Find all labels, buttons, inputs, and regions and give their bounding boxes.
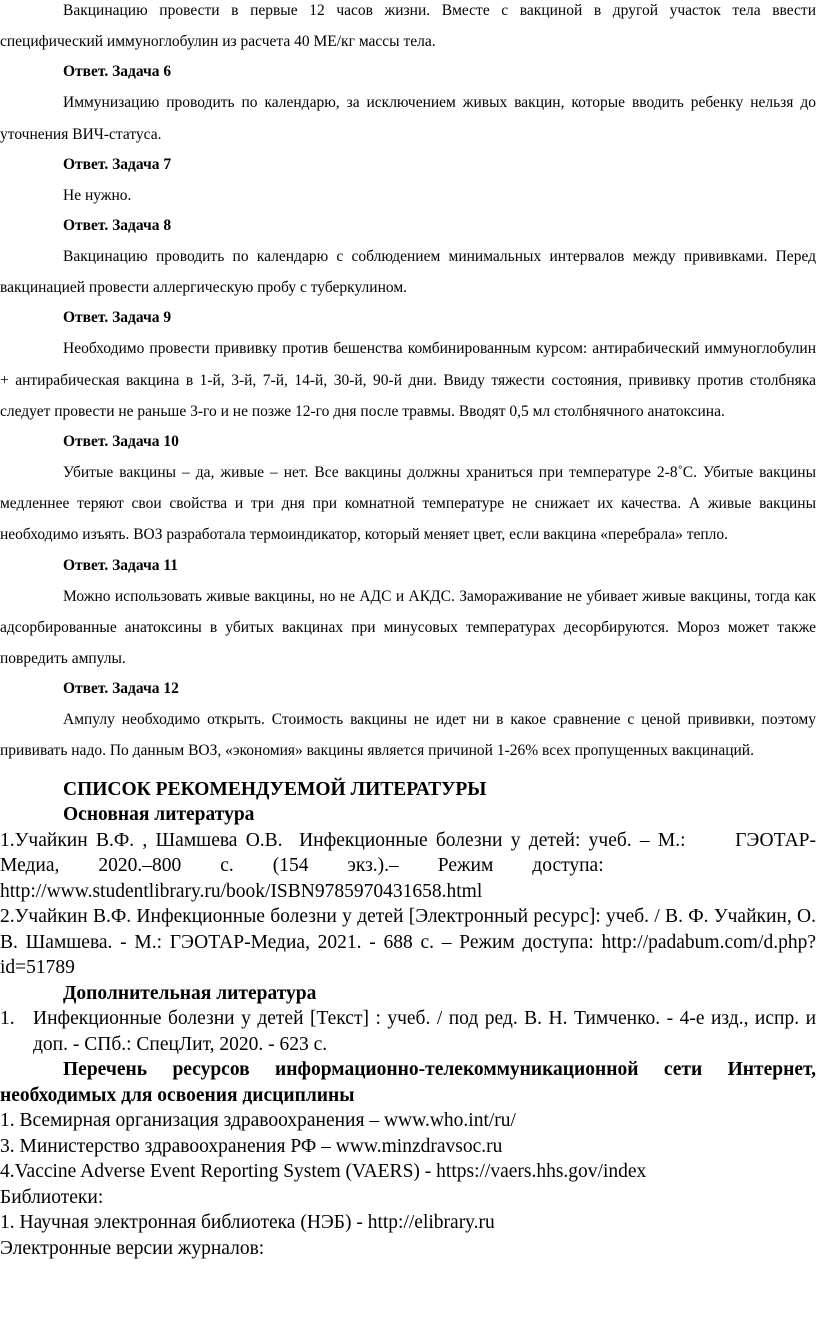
library-elibrary: 1. Научная электронная библиотека (НЭБ) - http://elibrary.ru bbox=[0, 1212, 495, 1234]
answer-6-text: Иммунизацию проводить по календарю, за исключением живых вакцин, которые вводить ребенку нельзя до уточнения ВИЧ-статуса. bbox=[0, 94, 816, 143]
task5-text-line2: специфический иммуноглобулин из расчета 40 МЕ/кг массы тела. bbox=[0, 33, 436, 51]
extra-literature-heading: Дополнительная литература bbox=[63, 982, 317, 1004]
extra-literature-item-1-text: Инфекционные болезни у детей [Текст] : учеб. / под ред. В. Н. Тимченко. - 4-е изд., испр. и доп. - СПб.: СпецЛит, 2020. - 623 с. bbox=[33, 1008, 816, 1055]
internet-resource-vaers: 4.Vaccine Adverse Event Reporting System (VAERS) - https://vaers.hhs.gov/index bbox=[0, 1161, 647, 1183]
main-literature-item-1-line3: http://www.studentlibrary.ru/book/ISBN9785970431658.html bbox=[0, 880, 483, 902]
answer-11-text: Можно использовать живые вакцины, но не АДС и АКДС. Замораживание не убивает живые вакцины, тогда как адсорбированные анатоксины в убитых вакцинах при минусовых температурах десорбируются. Мороз может также повредить ампулы. bbox=[0, 587, 816, 668]
internet-resource-minzdrav: 3. Министерство здравоохранения РФ – www.minzdravsoc.ru bbox=[0, 1135, 503, 1157]
journals-heading: Электронные версии журналов: bbox=[0, 1237, 265, 1259]
answer-7-title: Ответ. Задача 7 bbox=[63, 155, 172, 173]
literature-heading: СПИСОК РЕКОМЕНДУЕМОЙ ЛИТЕРАТУРЫ bbox=[63, 778, 487, 800]
answer-6-title: Ответ. Задача 6 bbox=[63, 63, 172, 81]
answer-7-text: Не нужно. bbox=[63, 186, 132, 204]
answer-11-title: Ответ. Задача 11 bbox=[63, 556, 179, 574]
main-literature-item-1-line1: 1.Учайкин В.Ф. , Шамшева О.В. Инфекционные болезни у детей: учеб. – М.: ГЭОТАР- bbox=[0, 829, 816, 851]
task5-text-line1: Вакцинацию провести в первые 12 часов жизни. Вместе с вакциной в другой участок тела ввести bbox=[63, 2, 816, 19]
answer-8-title: Ответ. Задача 8 bbox=[63, 217, 172, 235]
answer-12-title: Ответ. Задача 12 bbox=[63, 680, 179, 698]
internet-resource-who: 1. Всемирная организация здравоохранения – www.who.int/ru/ bbox=[0, 1110, 516, 1132]
answer-10-title: Ответ. Задача 10 bbox=[63, 433, 179, 451]
answer-9-title: Ответ. Задача 9 bbox=[63, 309, 172, 327]
answer-10-text: Убитые вакцины – да, живые – нет. Все вакцины должны храниться при температуре 2-8˚С. Убитые вакцины медленнее теряют свои свойства и три дня при комнатной температуре не снижает их качества. А живые вакцины необходимо изъять. ВОЗ разработала термоиндикатор, который меняет цвет, если вакцина «перебрала» тепло. bbox=[0, 464, 816, 544]
main-literature-heading: Основная литература bbox=[63, 804, 255, 826]
answer-9-text: Необходимо провести прививку против бешенства комбинированным курсом: антирабический иммуноглобулин + антирабическая вакцина в 1-й, 3-й, 7-й, 14-й, 30-й, 90-й дни. Ввиду тяжести состояния, прививку против столбняка следует провести не раньше 3-го и не позже 12-го дня после травмы. Вводят 0,5 мл столбнячного анатоксина. bbox=[0, 340, 816, 420]
answer-12-text: Ампулу необходимо открыть. Стоимость вакцины не идет ни в какое сравнение с ценой прививки, поэтому прививать надо. По данным ВОЗ, «экономия» вакцины является причиной 1-26% всех пропущенных вакцинаций. bbox=[0, 711, 816, 760]
main-literature-item-1-line2: Медиа, 2020.–800 с. (154 экз.).– Режим доступа: bbox=[0, 855, 604, 877]
main-literature-item-2: 2.Учайкин В.Ф. Инфекционные болезни у детей [Электронный ресурс]: учеб. / В. Ф. Учайкин, О. В. Шамшева. - М.: ГЭОТАР-Медиа, 2021. - 688 с. – Режим доступа: http://padabum.com/d.php?id=51789 bbox=[0, 906, 816, 979]
internet-resources-heading: Перечень ресурсов информационно-телекоммуникационной сети Интернет, необходимых для освоения дисциплины bbox=[0, 1059, 816, 1106]
extra-literature-item-1 bbox=[0, 1006, 816, 1057]
extra-literature-item-1-number: 1. bbox=[0, 1008, 15, 1030]
libraries-heading: Библиотеки: bbox=[0, 1186, 104, 1208]
answer-8-text: Вакцинацию проводить по календарю с соблюдением минимальных интервалов между прививками. Перед вакцинацией провести аллергическую пробу с туберкулином. bbox=[0, 248, 816, 297]
